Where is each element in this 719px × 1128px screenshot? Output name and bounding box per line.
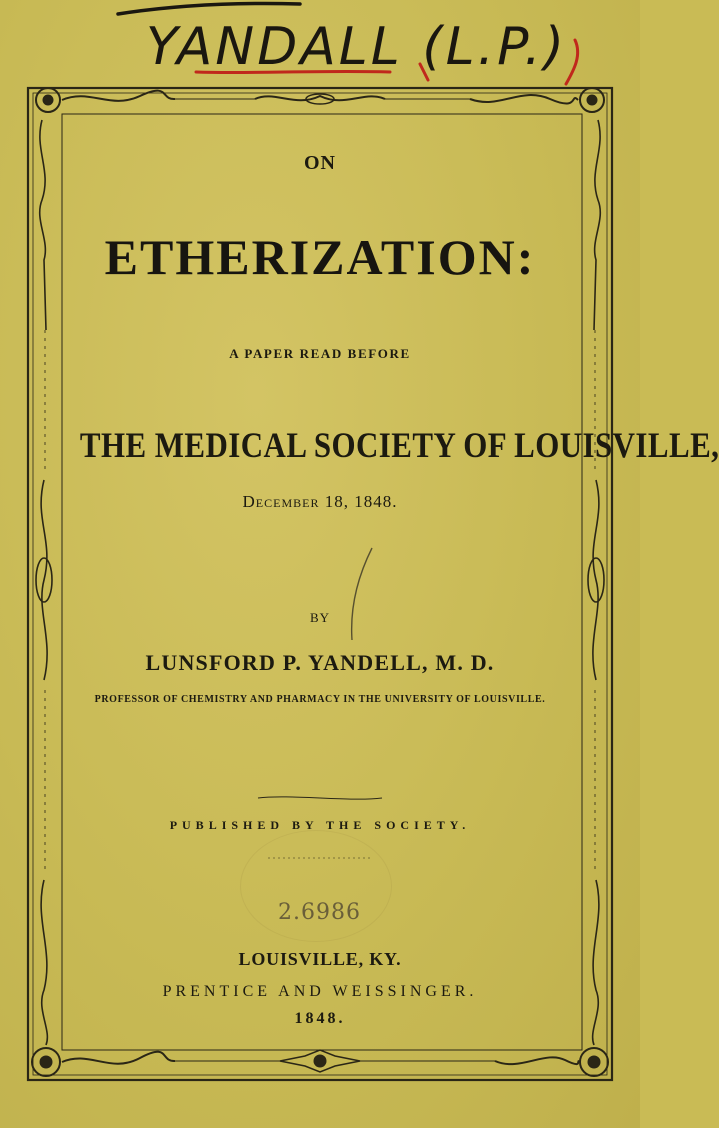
bottom-ornament — [32, 1048, 608, 1076]
main-title: ETHERIZATION: — [104, 229, 536, 285]
library-stamp — [240, 830, 392, 942]
date-rest: 18, 1848. — [319, 492, 398, 511]
by-line: BY — [309, 610, 331, 625]
right-side-ornament — [588, 120, 604, 1045]
handwritten-label: YANDALL (L.P.) — [146, 17, 568, 77]
publisher-line: PUBLISHED BY THE SOCIETY. — [169, 818, 471, 832]
top-ornament — [36, 88, 604, 112]
left-side-ornament — [36, 120, 52, 1045]
year-line: 1848. — [294, 1010, 346, 1027]
author-name: LUNSFORD P. YANDELL, M. D. — [145, 650, 495, 675]
date-month: December — [242, 492, 320, 511]
on-word: ON — [304, 152, 336, 174]
author-affiliation: PROFESSOR OF CHEMISTRY AND PHARMACY IN THE UNIVERSITY OF LOUISVILLE. — [94, 694, 546, 705]
pencil-note: 2.6986 — [278, 900, 361, 925]
pencil-stroke — [352, 548, 372, 640]
date-line — [60, 492, 580, 512]
read-before-line: A PAPER READ BEFORE — [229, 346, 411, 361]
divider-rule — [258, 797, 382, 799]
printer-line: PRENTICE AND WEISSINGER. — [162, 983, 478, 1000]
society-line: THE MEDICAL SOCIETY OF LOUISVILLE, — [79, 425, 719, 465]
place-line: LOUISVILLE, KY. — [238, 949, 402, 969]
